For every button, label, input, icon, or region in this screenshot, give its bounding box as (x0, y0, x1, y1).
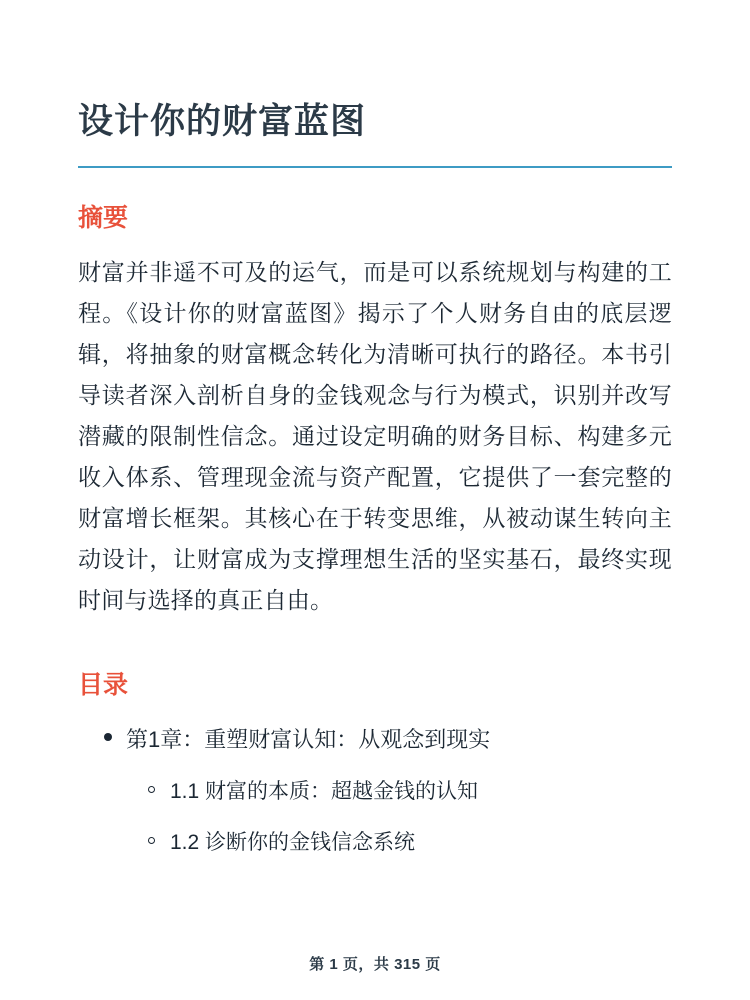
toc-section-item[interactable] (126, 827, 672, 859)
toc-heading: 目录 (78, 670, 129, 699)
toc-list (78, 723, 672, 859)
page-title: 设计你的财富蓝图 (78, 102, 367, 141)
title-divider (78, 166, 672, 168)
toc-section-label: 1.1 财富的本质：超越金钱的认知 (170, 779, 479, 803)
page-footer: 第 1 页，共 315 页 (309, 956, 441, 973)
bullet-icon (104, 733, 112, 741)
toc-section-item[interactable] (126, 776, 672, 808)
hollow-bullet-icon (148, 786, 155, 793)
abstract-body: 财富并非遥不可及的运气，而是可以系统规划与构建的工程。《设计你的财富蓝图》揭示了个人财务自由的底层逻辑，将抽象的财富概念转化为清晰可执行的路径。本书引导读者深入剖析自身的金钱观念与行为模式，识别并改写潜藏的限制性信念。通过设定明确的财务目标、构建多元收入体系、管理现金流与资产配置，它提供了一套完整的财富增长框架。其核心在于转变思维，从被动谋生转向主动设计，让财富成为支撑理想生活的坚实基石，最终实现时间与选择的真正自由。 (78, 259, 672, 613)
toc-chapter-label: 第1章：重塑财富认知：从观念到现实 (126, 726, 491, 752)
toc-sublist (126, 776, 672, 859)
toc-chapter-item[interactable] (78, 723, 672, 859)
hollow-bullet-icon (148, 837, 155, 844)
abstract-heading: 摘要 (78, 203, 129, 232)
toc-section-label: 1.2 诊断你的金钱信念系统 (170, 831, 416, 855)
